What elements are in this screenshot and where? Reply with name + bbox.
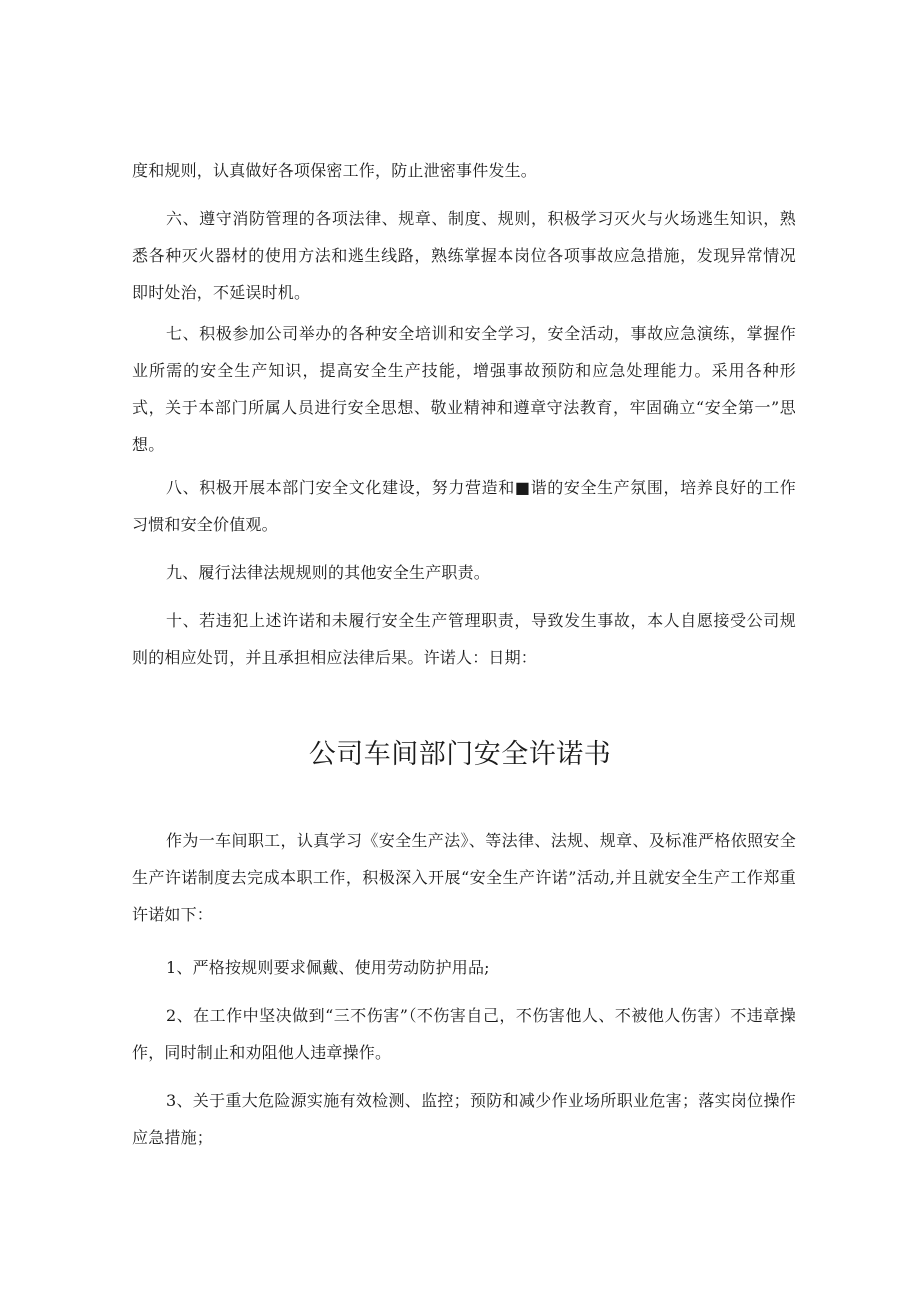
paragraph-promise-3: 3、关于重大危险源实施有效检测、监控；预防和减少作业场所职业危害；落实岗位操作应急措施； — [132, 1091, 796, 1147]
document-title: 公司车间部门安全许诺书 — [308, 739, 612, 770]
paragraph-continuation-confidentiality: 度和规则，认真做好各项保密工作，防止泄密事件发生。 — [132, 161, 538, 180]
paragraph-promise-1: 1、严格按规则要求佩戴、使用劳动防护用品; — [166, 958, 490, 977]
paragraph-intro: 作为一车间职工，认真学习《安全生产法》、等法律、法规、规章、及标准严格依照安全生产许诺制度去完成本职工作，积极深入开展“安全生产许诺”活动,并且就安全生产工作郑重许诺如下： — [132, 831, 796, 924]
paragraph-item-8-safety-culture: 八、积极开展本部门安全文化建设，努力营造和■谐的安全生产氛围，培养良好的工作习惯和安全价值观。 — [132, 478, 796, 534]
paragraph-item-9-other-duties: 九、履行法律法规规则的其他安全生产职责。 — [166, 563, 491, 582]
paragraph-item-7-training: 七、积极参加公司举办的各种安全培训和安全学习，安全活动，事故应急演练，掌握作业所需的安全生产知识，提高安全生产技能，增强事故预防和应急处理能力。采用各种形式，关于本部门所属人员进行安全思想、敬业精神和遵章守法教育，牢固确立“安全第一”思想。 — [132, 324, 796, 454]
paragraph-item-6-fire-safety: 六、遵守消防管理的各项法律、规章、制度、规则，积极学习灭火与火场逃生知识，熟悉各种灭火器材的使用方法和逃生线路，熟练掌握本岗位各项事故应急措施，发现异常情况即时处治，不延误时机。 — [132, 209, 796, 302]
paragraph-promise-2: 2、在工作中坚决做到“三不伤害”（不伤害自己，不伤害他人、不被他人伤害）不违章操作，同时制止和劝阻他人违章操作。 — [132, 1006, 796, 1062]
paragraph-item-10-violation: 十、若违犯上述许诺和未履行安全生产管理职责，导致发生事故，本人自愿接受公司规则的相应处罚，并且承担相应法律后果。许诺人：日期： — [132, 611, 796, 667]
